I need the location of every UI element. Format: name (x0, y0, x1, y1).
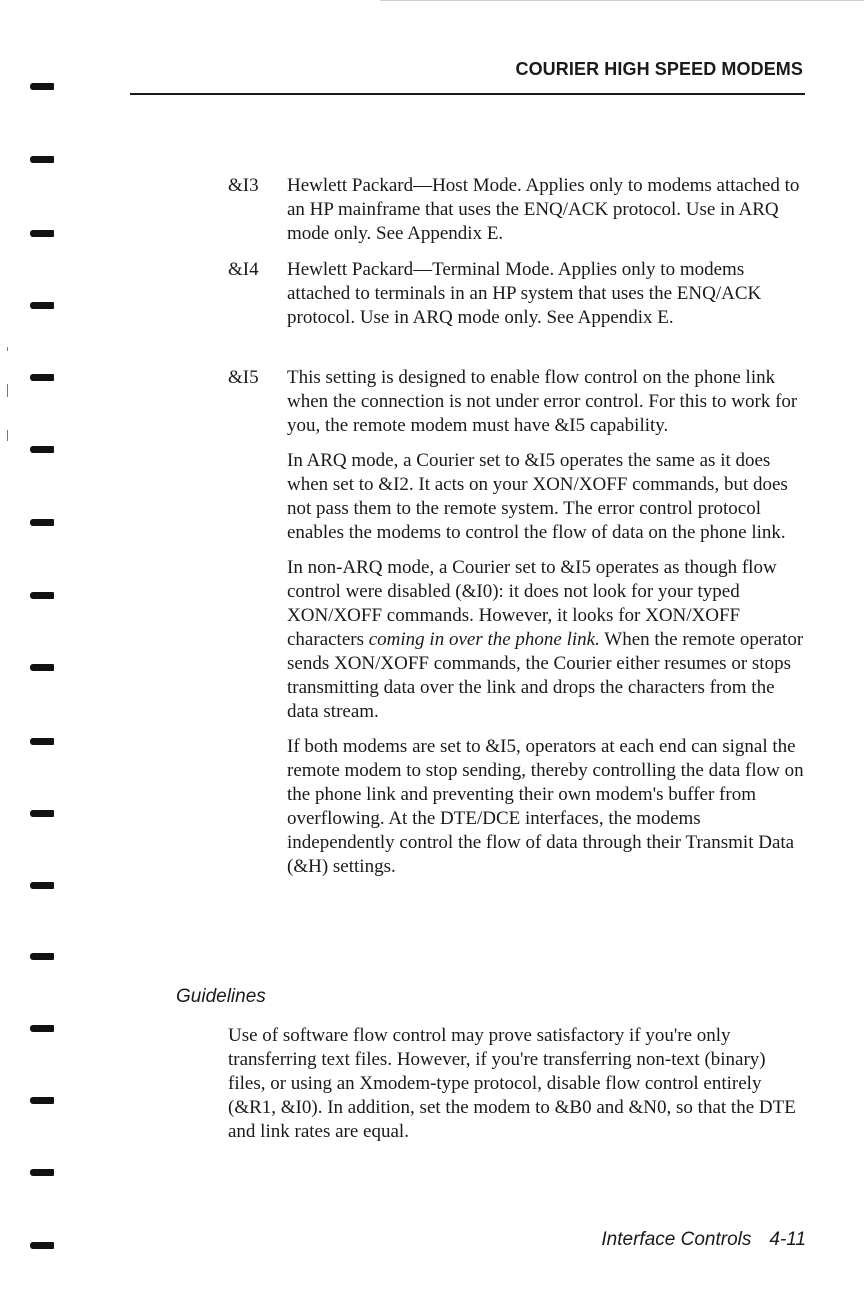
guidelines-heading: Guidelines (176, 986, 266, 1007)
command-term-i3: &I3 (228, 175, 259, 196)
command-term-i5: &I5 (228, 367, 259, 388)
binder-mark (30, 882, 54, 889)
command-description-i3 (287, 174, 805, 257)
page-footer (601, 1229, 806, 1251)
binder-mark (30, 156, 54, 163)
binder-mark (30, 592, 54, 599)
paragraph: Hewlett Packard—Host Mode. Applies only to modems attached to an HP mainframe that uses the ENQ/ACK protocol. Use in ARQ mode only. See Appendix E. (287, 175, 800, 244)
scan-artifact (7, 347, 8, 351)
header-rule (130, 93, 805, 95)
scan-artifact (7, 384, 8, 397)
binder-mark (30, 1169, 54, 1176)
binder-mark (30, 664, 54, 671)
paragraph: This setting is designed to enable flow control on the phone link when the connection is not under error control. For this to work for you, the remote modem must have &I5 capability. (287, 367, 798, 436)
text-run: When the remote operator sends XON/XOFF commands, the Courier either resumes or stops transmitting data over the link and drops the characters from the data stream. (287, 629, 804, 722)
paragraph: In ARQ mode, a Courier set to &I5 operates the same as it does when set to &I2. It acts on your XON/XOFF commands, but does not pass them to the remote system. The error control protocol enables the modems to control the flow of data on the phone link. (287, 450, 788, 543)
paragraph: Use of software flow control may prove satisfactory if you're only transferring text files. However, if you're transferring non-text (binary) files, or using an Xmodem-type protocol, disable flow control entirely (&R1, &I0). In addition, set the modem to &B0 and &N0, so that the DTE and link rates are equal. (228, 1025, 796, 1142)
paragraph: Hewlett Packard—Terminal Mode. Applies only to modems attached to terminals in an HP system that uses the ENQ/ACK protocol. Use in ARQ mode only. See Appendix E. (287, 259, 762, 328)
scan-edge (380, 0, 864, 1)
binder-mark (30, 230, 54, 237)
binder-mark (30, 1242, 54, 1249)
guidelines-body (228, 1024, 805, 1155)
paragraph: If both modems are set to &I5, operators at each end can signal the remote modem to stop sending, thereby controlling the data flow on the phone link and preventing their own modem's buffer from overflowing. At the DTE/DCE interfaces, the modems independently control the flow of data through their Transmit Data (&H) settings. (287, 736, 804, 877)
text-run: In non-ARQ mode, a Courier set to &I5 operates as though flow control were disabled (&I0): it does not look for your typed XON/XOFF commands. However, it looks for XON/XOFF characters (287, 557, 777, 650)
binder-mark (30, 1025, 54, 1032)
binder-mark (30, 519, 54, 526)
paragraph-non-arq (287, 556, 805, 724)
page-number: 4-11 (769, 1229, 806, 1250)
running-header-title: COURIER HIGH SPEED MODEMS (515, 59, 803, 79)
binder-mark (30, 1097, 54, 1104)
binder-mark (30, 374, 54, 381)
binder-mark (30, 302, 54, 309)
binder-mark (30, 446, 54, 453)
binder-mark (30, 953, 54, 960)
binder-mark (30, 810, 54, 817)
command-description-i4 (287, 258, 805, 341)
binder-mark (30, 738, 54, 745)
command-description-i5 (287, 366, 805, 890)
scan-artifact (7, 430, 8, 441)
emphasis-text: coming in over the phone link. (368, 629, 600, 650)
command-term-i4: &I4 (228, 259, 259, 280)
binder-mark (30, 83, 54, 90)
footer-section-title: Interface Controls (601, 1229, 752, 1250)
